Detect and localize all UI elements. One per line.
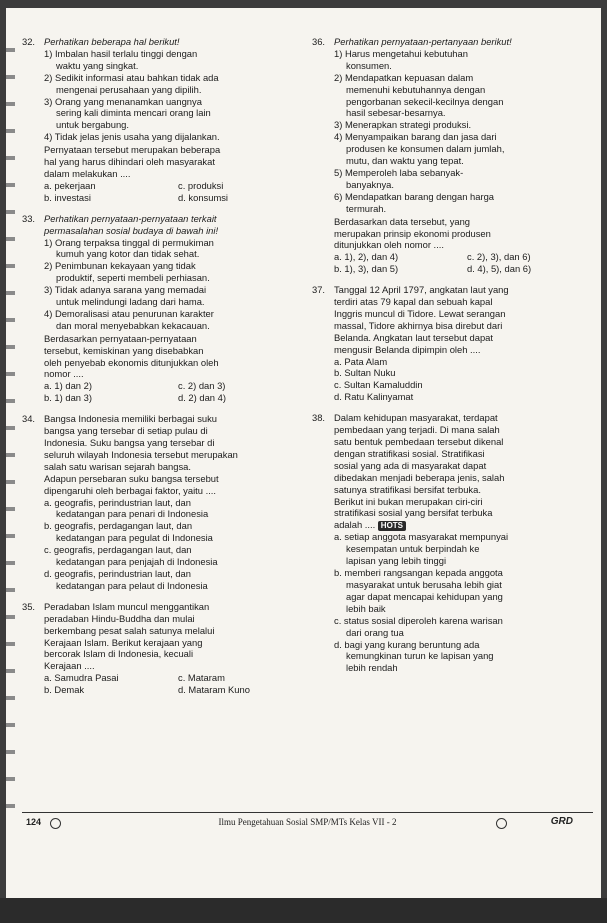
stem-line: Kerajaan ....: [44, 660, 95, 672]
stem-line: satunya stratifikasi bersifat terbuka.: [334, 483, 481, 495]
question-intro: Perhatikan beberapa hal berikut!: [44, 36, 180, 47]
option-b[interactable]: b. 1) dan 3): [44, 392, 92, 404]
option-d-cont[interactable]: kedatangan para pelaut di Indonesia: [56, 579, 208, 591]
list-item: mengenai perusahaan yang dipilih.: [56, 83, 202, 95]
list-item: 4) Demoralisasi atau penurunan karakter: [44, 307, 214, 319]
right-column: [312, 36, 596, 683]
list-item: waktu yang singkat.: [56, 59, 139, 71]
list-item: 3) Orang yang menanamkan uangnya: [44, 95, 202, 107]
question-intro: Perhatikan pernyataan-pertanyaan berikut!: [334, 36, 512, 47]
option-b-cont[interactable]: kedatangan para pegulat di Indonesia: [56, 532, 213, 544]
spiral-binding: [6, 38, 15, 818]
stem-line: satu bentuk pembedaan tersebut dikenal: [334, 436, 504, 447]
option-c[interactable]: c. Sultan Kamaluddin: [334, 379, 423, 391]
question-33: [22, 213, 308, 405]
list-item: pengorbanan sekecil-kecilnya dengan: [346, 95, 504, 107]
list-item: kumuh yang kotor dan tidak sehat.: [56, 248, 200, 260]
list-item: mutu, dan waktu yang tepat.: [346, 155, 464, 167]
answer-options: [44, 497, 308, 592]
list-item: 2) Penimbunan kekayaan yang tidak: [44, 260, 196, 272]
stem-line: bangsa yang tersebar di setiap pulau di: [44, 425, 208, 437]
question-intro: permasalahan sosial budaya di bawah ini!: [44, 224, 219, 236]
question-number: 32.: [22, 36, 36, 47]
list-item: 4) Tidak jelas jenis usaha yang dijalankan.: [44, 131, 220, 143]
option-b[interactable]: b. geografis, perdagangan laut, dan: [44, 520, 193, 532]
stem-line: dibedakan menjadi beberapa jenis, salah: [334, 471, 505, 483]
list-item: 1) Imbalan hasil terlalu tinggi dengan: [44, 47, 198, 59]
list-item: 2) Mendapatkan kepuasan dalam: [334, 71, 474, 83]
option-b[interactable]: b. investasi: [44, 191, 91, 203]
option-a[interactable]: a. 1) dan 2): [44, 380, 92, 392]
stem-line: peradaban Hindu-Buddha dan mulai: [44, 612, 195, 624]
option-c[interactable]: c. 2) dan 3): [178, 380, 226, 392]
stem-line: dalam melakukan ....: [44, 167, 131, 179]
option-c[interactable]: c. produksi: [178, 179, 224, 191]
question-number: 34.: [22, 413, 36, 425]
publisher-logo: GRD: [550, 816, 573, 827]
option-a[interactable]: a. 1), 2), dan 4): [334, 251, 399, 263]
question-number: 37.: [312, 284, 326, 296]
option-d[interactable]: d. bagi yang kurang beruntung ada: [334, 638, 480, 650]
stem-line: pembedaan yang terjadi. Di mana salah: [334, 424, 500, 436]
list-item: 2) Sedikit informasi atau bahkan tidak ada: [44, 71, 219, 83]
list-item: sering kali diminta mencari orang lain: [56, 107, 211, 119]
question-number: 38.: [312, 412, 326, 424]
stem-line: bercorak Islam di Indonesia, kecuali: [44, 648, 194, 660]
background-surface: [0, 898, 607, 923]
list-item: memenuhi kebutuhannya dengan: [346, 83, 486, 95]
answer-options: [334, 251, 596, 275]
answer-options: [44, 380, 308, 404]
option-b[interactable]: b. Demak: [44, 684, 85, 696]
stem-line: hal yang harus dihindari oleh masyarakat: [44, 156, 215, 168]
option-a[interactable]: a. Pata Alam: [334, 355, 388, 367]
stem-text: adalah ....: [334, 519, 376, 531]
hots-badge: HOTS: [378, 521, 406, 531]
question-stem: [44, 144, 308, 180]
list-item: 6) Mendapatkan barang dengan harga: [334, 190, 495, 202]
option-c[interactable]: c. 2), 3), dan 6): [467, 251, 531, 263]
stem-line: oleh penyebab ekonomis ditunjukkan oleh: [44, 356, 219, 368]
list-item: 3) Menerapkan strategi produksi.: [334, 119, 472, 131]
option-b[interactable]: b. memberi rangsangan kepada anggota: [334, 567, 503, 579]
question-38: [312, 412, 596, 674]
question-stem: [334, 216, 596, 252]
stem-line: merupakan prinsip ekonomi produsen: [334, 227, 491, 239]
stem-line: salah satu warisan sejarah bangsa.: [44, 460, 191, 472]
option-c-cont[interactable]: kedatangan para penjajah di Indonesia: [56, 556, 218, 568]
option-d[interactable]: d. konsumsi: [178, 191, 229, 203]
option-c[interactable]: c. geografis, perdagangan laut, dan: [44, 544, 192, 556]
stem-line: Peradaban Islam muncul menggantikan: [44, 600, 210, 612]
question-34: [22, 413, 308, 592]
question-32: [22, 36, 308, 204]
answer-options: [44, 180, 308, 204]
option-d[interactable]: d. 4), 5), dan 6): [467, 263, 532, 275]
stem-line: Inggris muncul di Tidore. Lewat serangan: [334, 307, 506, 319]
book-title: Ilmu Pengetahuan Sosial SMP/MTs Kelas VII - 2: [218, 817, 397, 827]
option-a-cont[interactable]: lapisan yang lebih tinggi: [346, 555, 447, 567]
option-a-cont[interactable]: kesempatan untuk berpindah ke: [346, 543, 480, 555]
option-d-cont[interactable]: lebih rendah: [346, 662, 398, 674]
stem-line: Berdasarkan pernyataan-pernyataan: [44, 332, 197, 344]
question-35: [22, 601, 308, 696]
list-item: untuk bergabung.: [56, 119, 129, 131]
stem-line: Belanda. Angkatan laut tersebut dapat: [334, 331, 493, 343]
question-36: [312, 36, 596, 275]
question-intro: Perhatikan pernyataan-pernyataan terkait: [44, 212, 217, 224]
textbook-page: [6, 8, 601, 898]
list-item: produktif, seperti membeli perhiasan.: [56, 272, 210, 284]
answer-options: [44, 672, 308, 696]
question-number: 36.: [312, 36, 326, 47]
option-d[interactable]: d. Ratu Kalinyamat: [334, 391, 414, 403]
option-d[interactable]: d. geografis, perindustrian laut, dan: [44, 567, 191, 579]
list-item: 1) Orang terpaksa tinggal di permukiman: [44, 236, 214, 248]
stem-line: Dalam kehidupan masyarakat, terdapat: [334, 412, 498, 424]
option-b-cont[interactable]: agar dapat mencapai kehidupan yang: [346, 590, 503, 602]
list-item: 5) Memperoleh laba sebanyak-: [334, 166, 464, 178]
option-d-cont[interactable]: kemungkinan turun ke lapisan yang: [346, 650, 494, 662]
question-number: 35.: [22, 600, 36, 612]
stem-line: Pernyataan tersebut merupakan beberapa: [44, 144, 221, 156]
option-a[interactable]: a. Samudra Pasai: [44, 672, 119, 684]
circle-icon: [496, 818, 507, 829]
stem-line: dengan stratifikasi sosial. Stratifikasi: [334, 447, 485, 459]
stem-line: terdiri atas 79 kapal dan sebuah kapal: [334, 296, 493, 308]
stem-line: Kerajaan Islam. Berikut kerajaan yang: [44, 636, 203, 648]
stem-line: [334, 519, 596, 531]
option-b-cont[interactable]: masyarakat untuk berusaha lebih giat: [346, 578, 502, 590]
answer-options: [334, 531, 596, 674]
option-b[interactable]: b. 1), 3), dan 5): [334, 263, 399, 275]
question-stem: [44, 601, 308, 672]
option-c-cont[interactable]: dari orang tua: [346, 626, 404, 638]
stem-line: sosial yang ada di masyarakat dapat: [334, 459, 487, 471]
option-a[interactable]: a. geografis, perindustrian laut, dan: [44, 496, 191, 508]
option-a[interactable]: a. pekerjaan: [44, 179, 96, 191]
list-item: hasil sebesar-besarnya.: [346, 107, 446, 119]
stem-line: nomor ....: [44, 368, 84, 380]
stem-line: Berikut ini bukan merupakan ciri-ciri: [334, 495, 483, 507]
stem-line: massal, Tidore akhirnya bisa direbut dari: [334, 319, 503, 331]
stem-line: berkembang pesat salah satunya melalui: [44, 624, 215, 636]
stem-line: Berdasarkan data tersebut, yang: [334, 215, 471, 227]
stem-line: tersebut, kemiskinan yang disebabkan: [44, 344, 204, 356]
question-stem: [44, 333, 308, 381]
option-c[interactable]: c. status sosial diperoleh karena warisan: [334, 614, 503, 626]
list-item: produsen ke konsumen dalam jumlah,: [346, 143, 505, 155]
option-d[interactable]: d. Mataram Kuno: [178, 684, 250, 696]
option-c[interactable]: c. Mataram: [178, 672, 225, 684]
option-a[interactable]: a. setiap anggota masyarakat mempunyai: [334, 531, 509, 543]
option-b-cont[interactable]: lebih baik: [346, 602, 386, 614]
stem-line: Tanggal 12 April 1797, angkatan laut yang: [334, 284, 509, 296]
list-item: 1) Harus mengetahui kebutuhan: [334, 47, 468, 59]
question-number: 33.: [22, 212, 36, 224]
option-a-cont[interactable]: kedatangan para penari di Indonesia: [56, 508, 209, 520]
stem-line: dipengaruhi oleh berbagai faktor, yaitu ....: [44, 484, 216, 496]
question-stem: [334, 284, 596, 355]
stem-line: mengusir Belanda dipimpin oleh ....: [334, 343, 481, 355]
stem-line: Bangsa Indonesia memiliki berbagai suku: [44, 413, 218, 425]
list-item: 3) Tidak adanya sarana yang memadai: [44, 284, 207, 296]
stem-line: Adapun persebaran suku bangsa tersebut: [44, 472, 219, 484]
list-item: konsumen.: [346, 59, 392, 71]
left-column: [22, 36, 308, 705]
page-number: 124: [26, 817, 42, 827]
question-stem: [44, 413, 308, 496]
list-item: untuk melindungi ladang dari hama.: [56, 296, 205, 308]
list-item: termurah.: [346, 202, 387, 214]
page-footer: [22, 812, 593, 831]
list-item: 4) Menyampaikan barang dan jasa dari: [334, 131, 497, 143]
question-37: [312, 284, 596, 403]
stem-line: seluruh wilayah Indonesia tersebut merupakan: [44, 448, 238, 460]
stem-line: stratifikasi sosial yang bersifat terbuka: [334, 507, 493, 519]
list-item: banyaknya.: [346, 178, 394, 190]
answer-options: [334, 356, 596, 404]
option-d[interactable]: d. 2) dan 4): [178, 392, 226, 404]
option-b[interactable]: b. Sultan Nuku: [334, 367, 396, 379]
stem-line: ditunjukkan oleh nomor ....: [334, 239, 444, 251]
question-stem: [334, 412, 596, 531]
list-item: dan moral menyebabkan kekacauan.: [56, 319, 210, 331]
stem-line: Indonesia. Suku bangsa yang tersebar di: [44, 437, 215, 448]
